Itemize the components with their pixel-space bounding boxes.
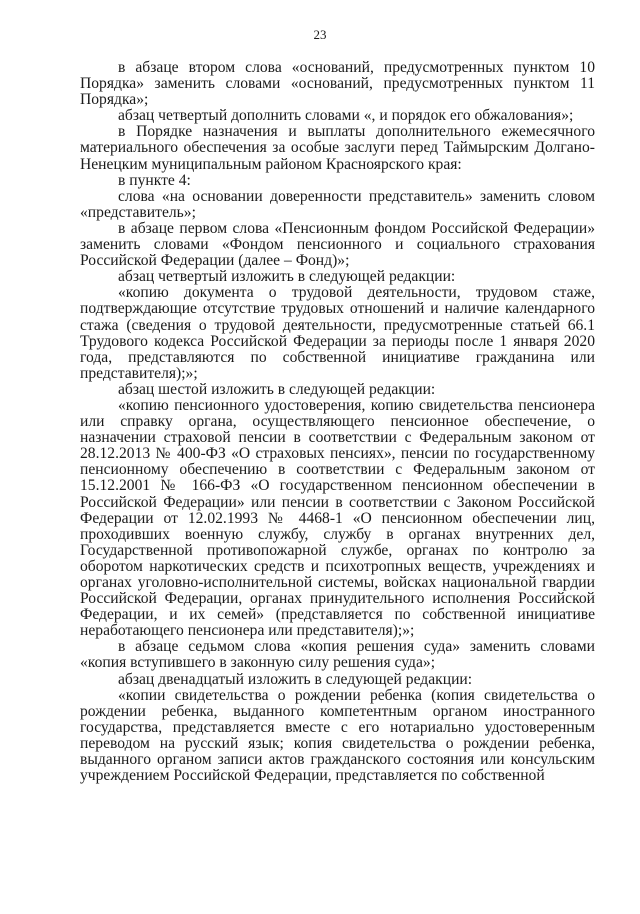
paragraph: слова «на основании доверенности представитель» заменить словом «представитель»; — [80, 187, 595, 221]
paragraph: в абзаце первом слова «Пенсионным фондом Российской Федерации» заменить словами «Фондом пенсионного и социального страхования Российской Федерации (далее – Фонд)»; — [80, 219, 595, 270]
paragraph: «копию документа о трудовой деятельности, трудовом стаже, подтверждающие отсутствие трудовых отношений и наличие календарного стажа (сведения о трудовой деятельности, предусмотренные статьей 66.1 Трудового кодекса Российской Федерации за периоды после 1 января 2020 года, представляются по собственной инициативе гражданина или представителя);»; — [80, 284, 595, 382]
paragraph: в пункте 4: — [118, 171, 191, 189]
page-number: 23 — [313, 27, 327, 42]
paragraph: «копии свидетельства о рождении ребенка (копия свидетельства о рождении ребенка, выданного компетентным органом иностранного государства, представляется вместе с его нотариально удостоверенным переводом на русский язык; копия свидетельства о рождении ребенка, выданного органом записи актов гражданского состояния или консульским учреждением Российской Федерации, представляется по собственной — [80, 686, 595, 785]
paragraph: в абзаце втором слова «оснований, предусмотренных пунктом 10 Порядка» заменить словами «оснований, предусмотренных пунктом 11 Порядка»; — [80, 59, 595, 109]
document-body — [80, 60, 595, 784]
paragraph: в Порядке назначения и выплаты дополнительного ежемесячного материального обеспечения за особые заслуги перед Таймырским Долгано-Ненецким муниципальным районом Красноярского края: — [80, 123, 595, 173]
paragraph: абзац четвертый дополнить словами «, и порядок его обжалования»; — [118, 107, 574, 125]
paragraph: абзац четвертый изложить в следующей редакции: — [118, 268, 456, 286]
paragraph: «копию пенсионного удостоверения, копию свидетельства пенсионера или справку органа, осуществляющего пенсионное обеспечение, о назначении страховой пенсии в соответствии с Федеральным законом от 28.12.2013 № 400-ФЗ «О страховых пенсиях», пенсии по государственному пенсионному обеспечению в соответствии с Федеральным законом от 15.12.2001 № 166-ФЗ «О государственном пенсионном обеспечении в Российской Федерации» или пенсии в соответствии с Законом Российской Федерации от 12.02.1993 № 4468-1 «О пенсионном обеспечении лиц, проходивших военную службу, службу в органах внутренних дел, Государственной противопожарной службе, органах по контролю за оборотом наркотических средств и психотропных веществ, учреждениях и органах уголовно-исполнительной системы, войсках национальной гвардии Российской Федерации, органах принудительного исполнения Российской Федерации, и их семей» (представляется по собственной инициативе неработающего пенсионера или представителя);»; — [80, 396, 595, 640]
paragraph: абзац шестой изложить в следующей редакции: — [118, 380, 436, 398]
paragraph: абзац двенадцатый изложить в следующей редакции: — [118, 670, 473, 688]
paragraph: в абзаце седьмом слова «копия решения суда» заменить словами «копия вступившего в законную силу решения суда»; — [80, 638, 595, 672]
